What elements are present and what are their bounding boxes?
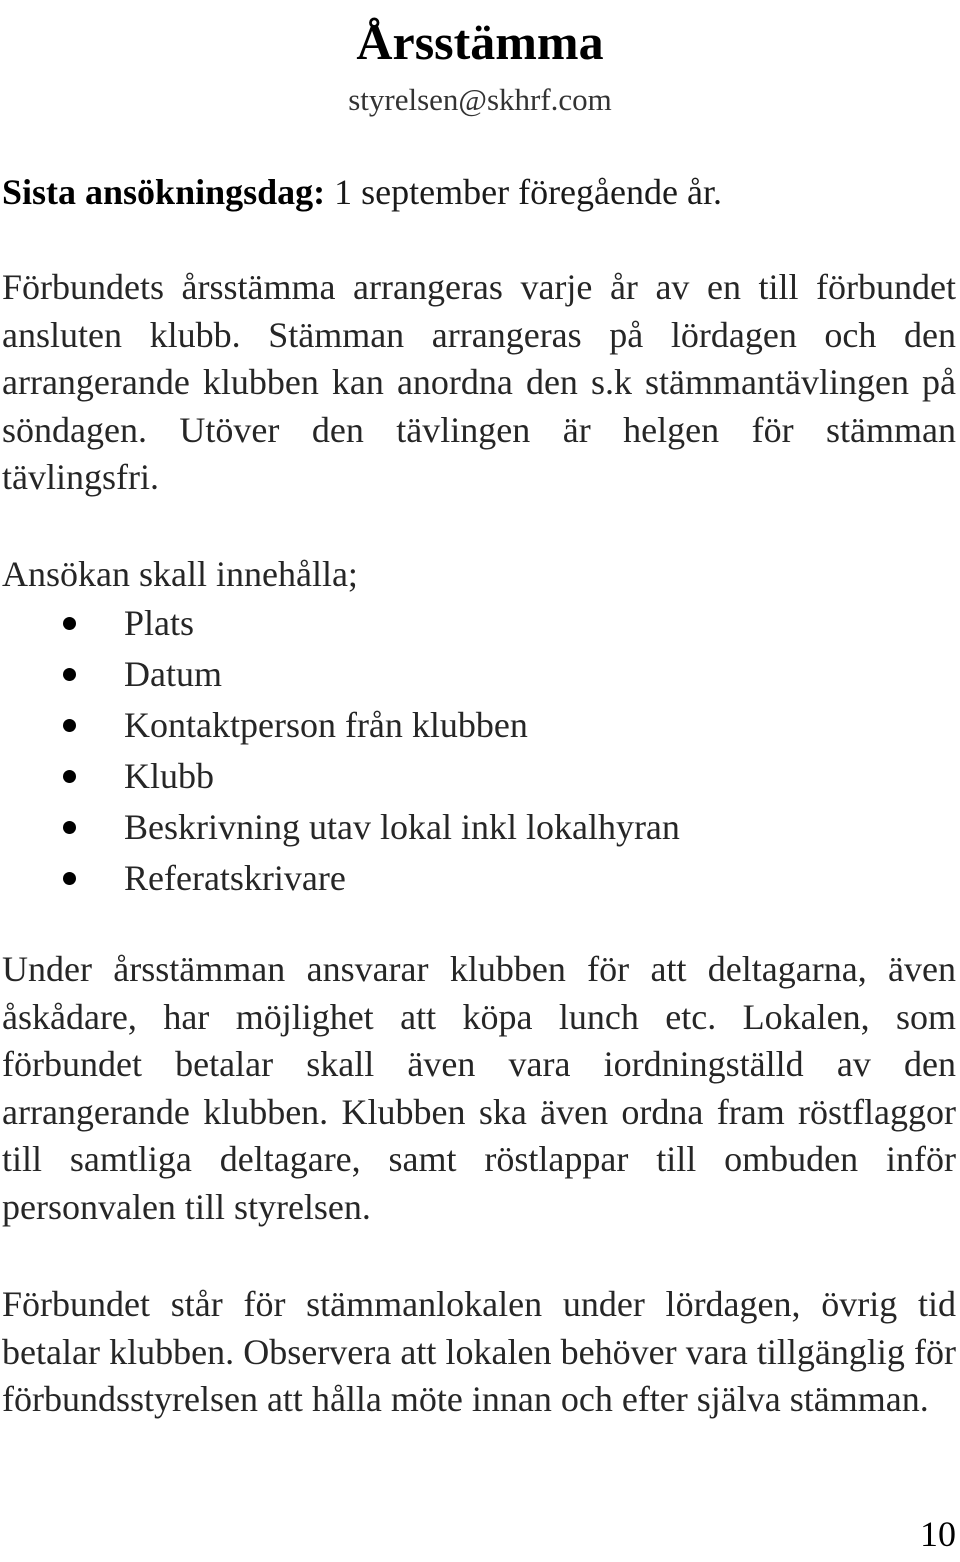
responsibilities-paragraph: Under årsstämman ansvarar klubben för att deltagarna, även åskådare, har möjlighet att köpa lunch etc. Lokalen, som förbundet betalar skall även vara iordningställd av den arrangerande klubben. Klubben ska även ordna fram röstflaggor till samtliga deltagare, samt röstlappar till ombuden inför personvalen till styrelsen.: [2, 949, 956, 1227]
bullet-icon: [63, 770, 76, 783]
application-intro: Ansökan skall innehålla;: [2, 554, 358, 594]
list-item-text: Beskrivning utav lokal inkl lokalhyran: [124, 807, 680, 847]
list-item-text: Referatskrivare: [124, 858, 346, 898]
venue-paragraph: Förbundet står för stämmanlokalen under lördagen, övrig tid betalar klubben. Observera att lokalen behöver vara tillgänglig för förbundsstyrelsen att hålla möte innan och efter själva stämman.: [2, 1284, 956, 1420]
bullet-icon: [63, 668, 76, 681]
bullet-icon: [63, 719, 76, 732]
list-item-text: Plats: [124, 603, 195, 643]
bullet-icon: [63, 617, 76, 630]
page-number: 10: [920, 1514, 956, 1554]
bullet-icon: [63, 821, 76, 834]
bullet-icon: [63, 872, 76, 885]
page-title: Årsstämma: [356, 14, 604, 70]
deadline-line: [2, 168, 722, 216]
contact-email: styrelsen@skhrf.com: [348, 82, 612, 117]
intro-paragraph: Förbundets årsstämma arrangeras varje år av en till förbundet ansluten klubb. Stämman arrangeras på lördagen och den arrangerande klubben kan anordna den s.k stämmantävlingen på söndagen. Utöver den tävlingen är helgen för stämman tävlingsfri.: [2, 267, 956, 498]
deadline-label: Sista ansökningsdag:: [2, 172, 326, 212]
list-item-text: Datum: [124, 654, 222, 694]
list-item-text: Kontaktperson från klubben: [124, 705, 528, 745]
deadline-value: 1 september föregående år.: [325, 172, 722, 212]
list-item-text: Klubb: [124, 756, 214, 796]
